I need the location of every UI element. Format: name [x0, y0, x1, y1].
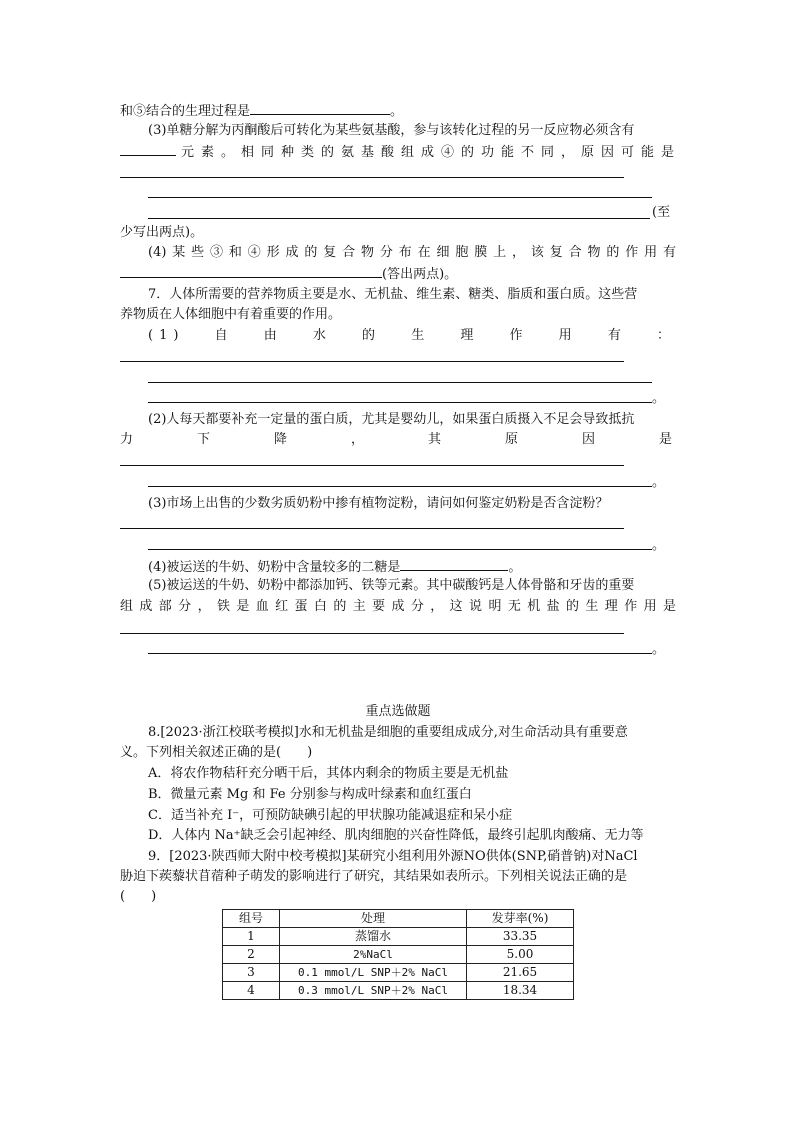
- germination-table: [222, 909, 574, 1000]
- q6-p4-a: (4)某些③和④形成的复合物分布在细胞膜上，该复合物的作用有: [148, 245, 676, 260]
- answer-line[interactable]: [120, 177, 624, 178]
- answer-line[interactable]: [148, 218, 650, 219]
- q7-intro-b: 养物质在人体细胞中有着重要的作用。: [120, 307, 342, 322]
- table-cell: 0.3 mmol/L SNP＋2% NaCl: [280, 982, 467, 1000]
- q6-p3-b-tail: 元素。相同种类的氨基酸组成④的功能不同，原因可能是: [176, 145, 676, 160]
- q9-stem-b: 胁迫下蒺藜状苜蓿种子萌发的影响进行了研究，其结果如表所示。下列相关说法正确的是: [120, 869, 628, 884]
- answer-line[interactable]: [148, 402, 652, 403]
- table-cell: 4: [223, 982, 280, 1000]
- punct: 。: [652, 538, 666, 553]
- answer-blank[interactable]: [120, 264, 382, 278]
- q8-option-c[interactable]: C．适当补充 I⁻，可预防缺碘引起的甲状腺功能减退症和呆小症: [148, 808, 513, 823]
- answer-blank[interactable]: [120, 142, 176, 156]
- answer-line[interactable]: [148, 197, 652, 198]
- q9-stem-a: 9．[2023·陕西师大附中校考模拟]某研究小组利用外源NO供体(SNP,硝普钠)对NaCl: [148, 849, 638, 864]
- punct: 。: [390, 104, 404, 119]
- answer-line[interactable]: [148, 486, 652, 487]
- table-cell: 21.65: [467, 964, 574, 982]
- answer-line[interactable]: [148, 549, 652, 550]
- q7-p5-b: 组成部分，铁是血红蛋白的主要成分，这说明无机盐的生理作用是: [120, 599, 676, 614]
- punct: 。: [652, 642, 666, 657]
- q8-option-a[interactable]: A．将农作物秸秆充分晒干后，其体内剩余的物质主要是无机盐: [148, 766, 509, 781]
- table-cell: 33.35: [467, 928, 574, 946]
- table-header: 组号: [223, 910, 280, 928]
- q7-p4: [148, 557, 676, 575]
- q7-p4-text: (4)被运送的牛奶、奶粉中含量较多的二糖是: [148, 560, 401, 575]
- q7-intro-a: 7．人体所需要的营养物质主要是水、无机盐、维生素、糖类、脂质和蛋白质。这些营: [148, 287, 638, 302]
- answer-blank[interactable]: [400, 557, 508, 571]
- table-cell: 2: [223, 946, 280, 964]
- answer-line[interactable]: [148, 653, 652, 654]
- answer-line[interactable]: [120, 633, 624, 634]
- table-cell: 18.34: [467, 982, 574, 1000]
- table-header: 处理: [280, 910, 467, 928]
- q6-p3-note: (至: [652, 205, 671, 220]
- table-row: [223, 982, 574, 1000]
- table-row: [223, 964, 574, 982]
- q7-p1: (1)自由水的生理作用有：: [148, 328, 676, 343]
- q6-p3-b: [120, 142, 676, 160]
- table-cell: 2%NaCl: [280, 946, 467, 964]
- q6-line-top-text: 和⑤结合的生理过程是: [120, 104, 251, 119]
- table-cell: 1: [223, 928, 280, 946]
- q7-p3: (3)市场上出售的少数劣质奶粉中掺有植物淀粉，请问如何鉴定奶粉是否含淀粉？: [148, 496, 609, 511]
- table-header-row: [223, 910, 574, 928]
- q6-line-top: [120, 101, 676, 119]
- q7-p2-b: 力下降，其原因是: [120, 432, 676, 447]
- table-row: [223, 928, 574, 946]
- q8-stem-b: 义。下列相关叙述正确的是( ): [120, 745, 313, 760]
- table-cell: 0.1 mmol/L SNP＋2% NaCl: [280, 964, 467, 982]
- q6-p3-a: (3)单糖分解为丙酮酸后可转化为某些氨基酸，参与该转化过程的另一反应物必须含有: [148, 123, 635, 138]
- table-cell: 3: [223, 964, 280, 982]
- q8-stem-a: 8.[2023·浙江校联考模拟]水和无机盐是细胞的重要组成成分,对生命活动具有重要意: [148, 725, 628, 740]
- punct: 。: [508, 560, 522, 575]
- q7-p5-a: (5)被运送的牛奶、奶粉中都添加钙、铁等元素。其中碳酸钙是人体骨骼和牙齿的重要: [148, 578, 635, 593]
- answer-line[interactable]: [120, 528, 624, 529]
- table-cell: 蒸馏水: [280, 928, 467, 946]
- q6-p3-note2: 少写出两点)。: [120, 225, 204, 240]
- punct: 。: [652, 475, 666, 490]
- q7-p2-a: (2)人每天都要补充一定量的蛋白质，尤其是婴幼儿，如果蛋白质摄入不足会导致抵抗: [148, 412, 635, 427]
- answer-line[interactable]: [148, 382, 652, 383]
- section-title: 重点选做题: [365, 704, 431, 719]
- table-cell: 5.00: [467, 946, 574, 964]
- answer-line[interactable]: [120, 361, 624, 362]
- q9-stem-c: ( ): [120, 889, 157, 904]
- punct: 。: [652, 391, 666, 406]
- table-row: [223, 946, 574, 964]
- answer-blank[interactable]: [250, 101, 390, 115]
- table-header: 发芽率(%): [467, 910, 574, 928]
- q6-p4-b-tail: (答出两点)。: [382, 267, 458, 282]
- q6-p4-b: [120, 264, 676, 282]
- q8-option-b[interactable]: B．微量元素 Mg 和 Fe 分别参与构成叶绿素和血红蛋白: [148, 787, 472, 802]
- q8-option-d[interactable]: D．人体内 Na⁺缺乏会引起神经、肌肉细胞的兴奋性降低，最终引起肌肉酸痛、无力等: [148, 828, 644, 843]
- answer-line[interactable]: [120, 465, 624, 466]
